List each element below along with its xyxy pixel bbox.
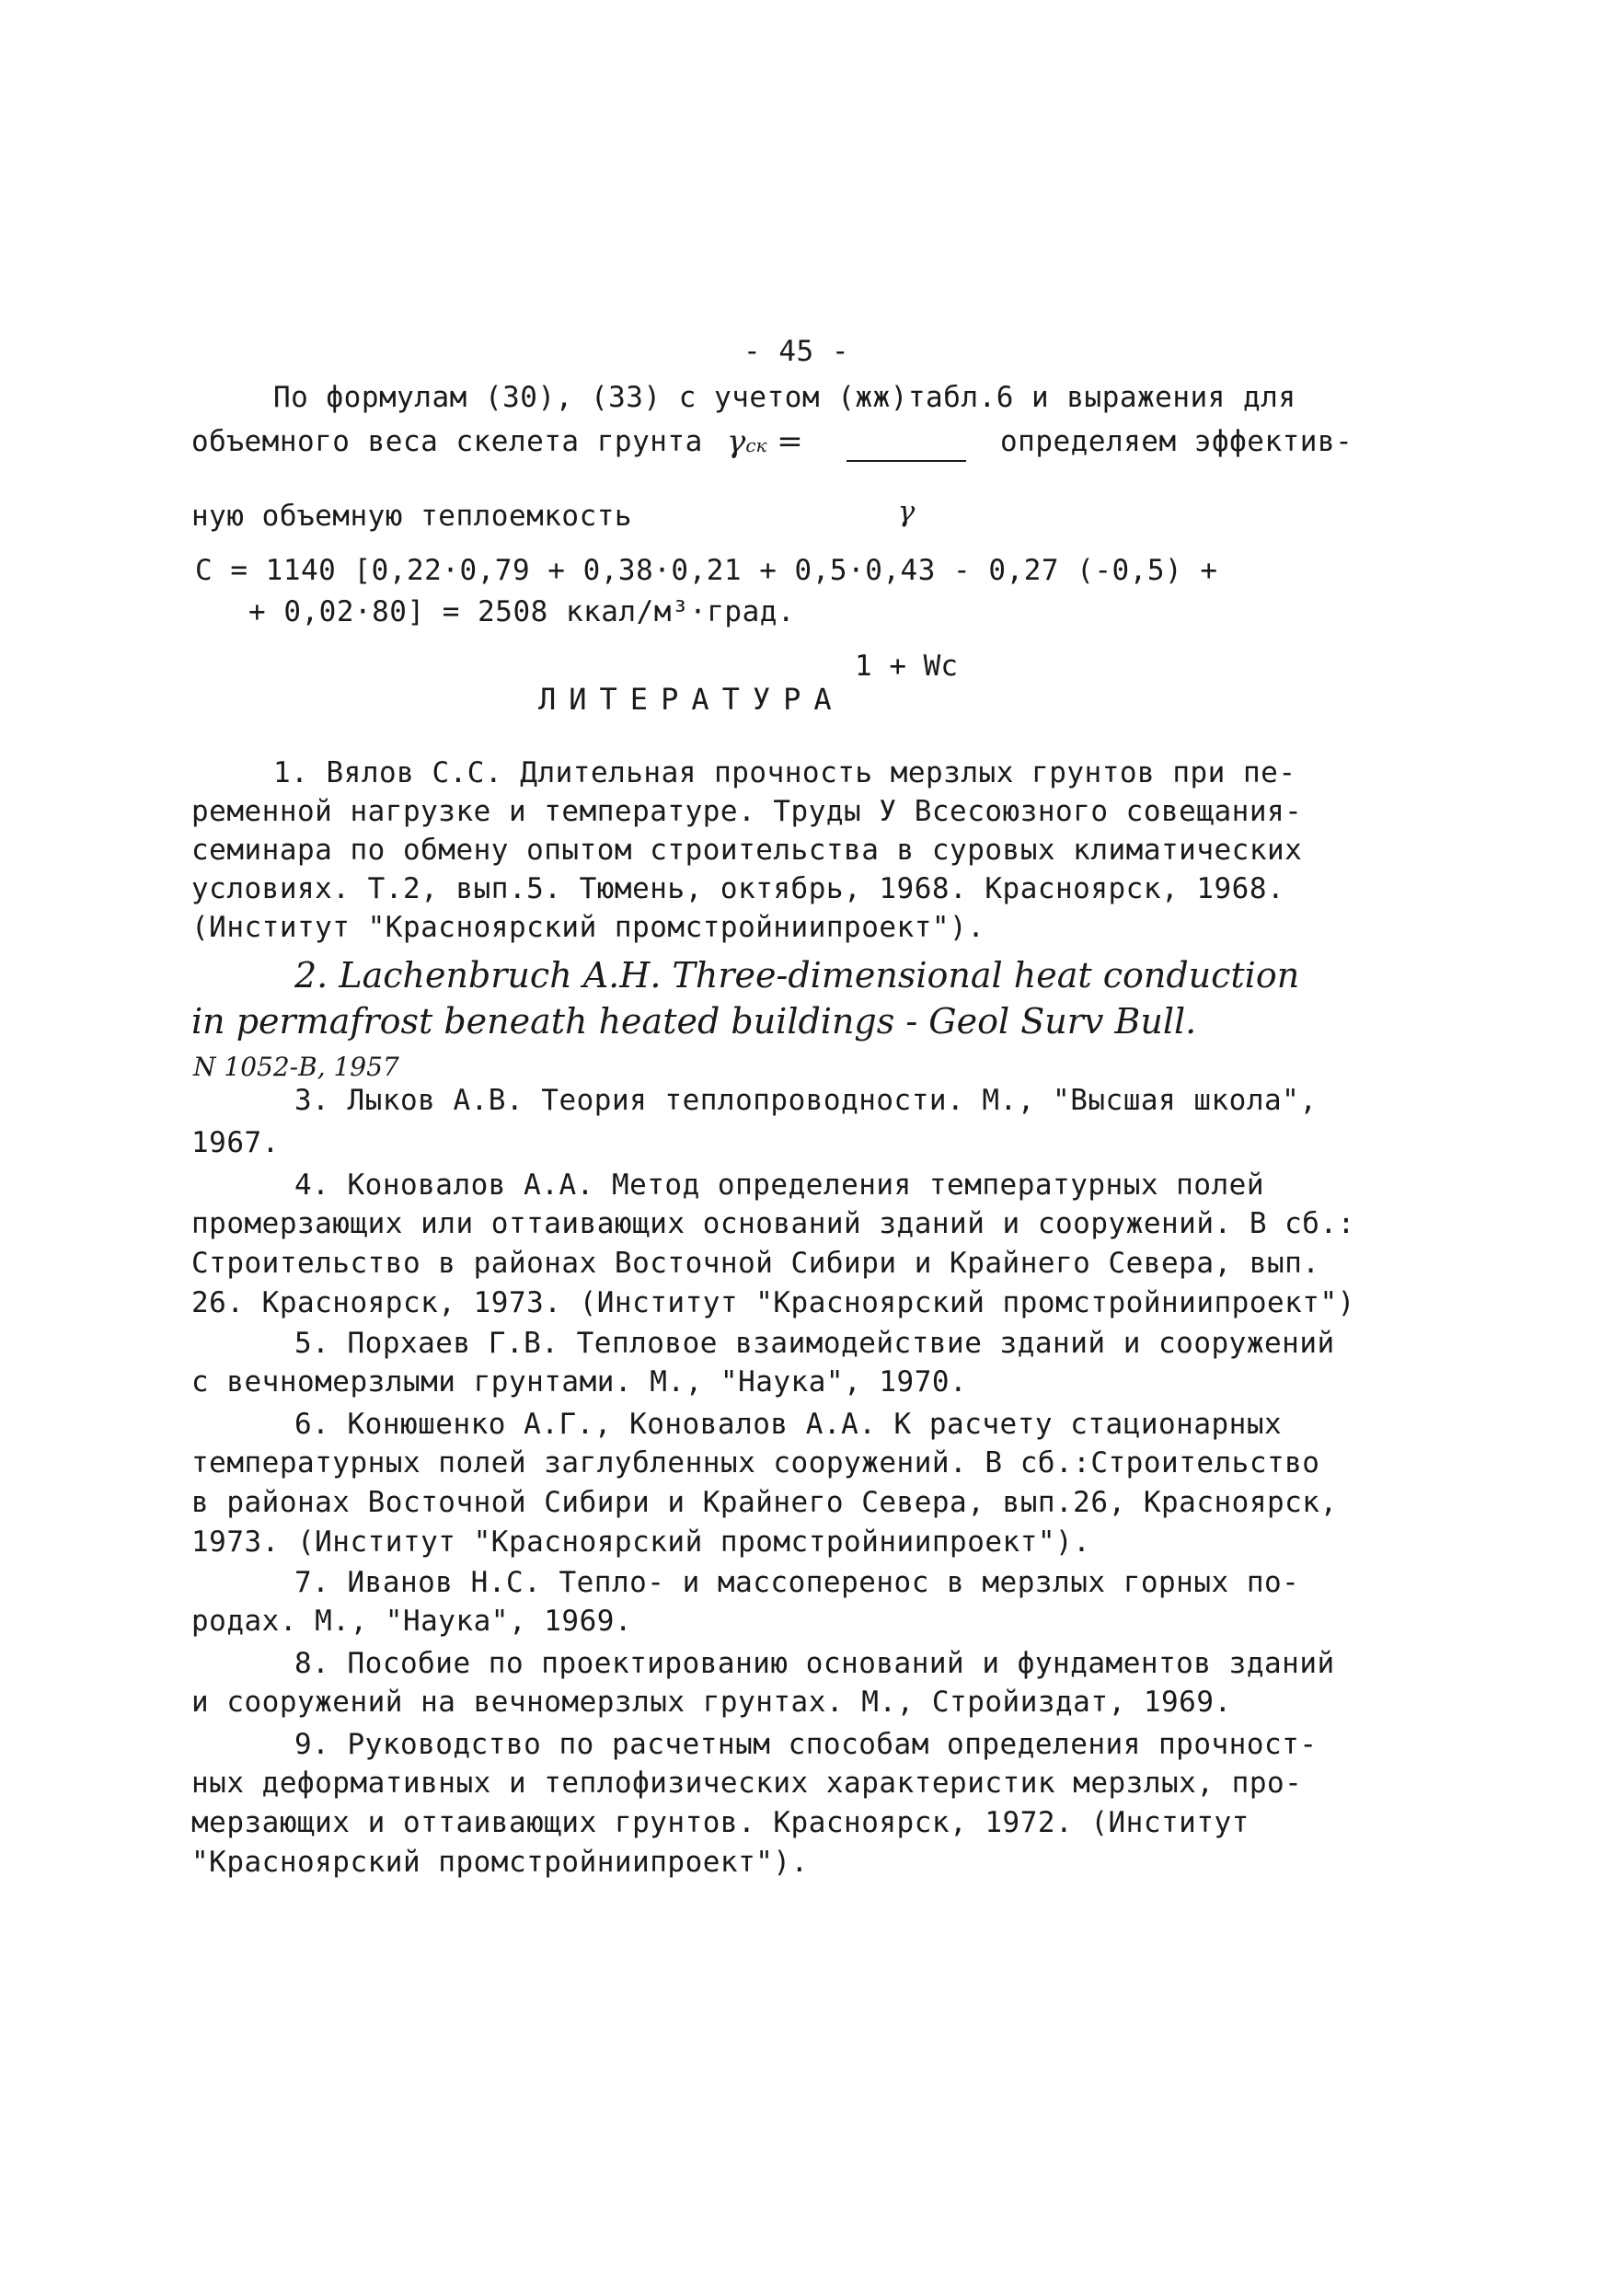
ref-9-line-3: мерзающих и оттаивающих грунтов. Красноярск, 1972. (Институт — [191, 1806, 1250, 1839]
ref-4-line-3: Строительство в районах Восточной Сибири и Крайнего Севера, вып. — [191, 1247, 1320, 1280]
ref-5-line-2: с вечномерзлыми грунтами. М., "Наука", 1970. — [191, 1365, 968, 1399]
formula-line-2: + 0,02·80] = 2508 ккал/м³·град. — [248, 595, 796, 628]
ref-6-line-1: 6. Конюшенко А.Г., Коновалов А.А. К расчету стационарных — [294, 1408, 1283, 1441]
intro-line-2-right: определяем эффектив- — [1000, 425, 1353, 458]
ref-1-line-4: условиях. Т.2, вып.5. Тюмень, октябрь, 1968. Красноярск, 1968. — [191, 872, 1285, 905]
ref-8-line-2: и сооружений на вечномерзлых грунтах. М., Стройиздат, 1969. — [191, 1686, 1232, 1719]
page-number: - 45 - — [743, 335, 849, 368]
ref-6-line-3: в районах Восточной Сибири и Крайнего Севера, вып.26, Красноярск, — [191, 1486, 1338, 1519]
gamma-symbol: γ — [727, 423, 746, 460]
intro-line-3: ную объемную теплоемкость — [191, 500, 633, 533]
ref-6-line-4: 1973. (Институт "Красноярский промстройниипроект"). — [191, 1525, 1091, 1559]
intro-line-1: По формулам (30), (33) с учетом (жж)табл.6 и выражения для — [273, 381, 1296, 414]
ref-8-line-1: 8. Пособие по проектированию оснований и фундаментов зданий — [294, 1647, 1335, 1680]
ref-2-line-1: 2. Lachenbruch A.H. Three-dimensional heat conduction — [294, 955, 1300, 996]
ref-7-line-2: родах. М., "Наука", 1969. — [191, 1605, 633, 1638]
ref-1-line-2: ременной нагрузке и температуре. Труды У Всесоюзного совещания- — [191, 795, 1303, 828]
ref-2-line-3: N 1052-B, 1957 — [193, 1052, 399, 1082]
ref-7-line-1: 7. Иванов Н.С. Тепло- и массоперенос в мерзлых горных по- — [294, 1566, 1300, 1599]
ref-1-line-3: семинара по обмену опытом строительства в суровых климатических — [191, 834, 1303, 867]
ref-3-line-2: 1967. — [191, 1126, 280, 1159]
ref-4-line-2: промерзающих или оттаивающих оснований зданий и сооружений. В сб.: — [191, 1207, 1355, 1240]
gamma-subscript: ск — [745, 434, 767, 456]
ref-2-line-2: in permafrost beneath heated buildings - Geol Surv Bull. — [191, 1001, 1197, 1042]
fraction-numerator: γ — [897, 495, 916, 528]
ref-6-line-2: температурных полей заглубленных сооружений. В сб.:Строительство — [191, 1446, 1320, 1479]
fraction-denominator: 1 + Wc — [855, 650, 958, 683]
ref-3-line-1: 3. Лыков А.В. Теория теплопроводности. М., "Высшая школа", — [294, 1084, 1318, 1117]
ref-1-line-5: (Институт "Красноярский промстройниипроект"). — [191, 911, 985, 944]
ref-1-line-1: 1. Вялов С.С. Длительная прочность мерзлых грунтов при пе- — [273, 756, 1296, 789]
fraction-bar — [847, 460, 966, 462]
ref-4-line-1: 4. Коновалов А.А. Метод определения температурных полей — [294, 1169, 1264, 1202]
equals-sign: = — [777, 423, 803, 460]
gamma-sk-symbol — [727, 423, 803, 464]
ref-9-line-2: ных деформативных и теплофизических характеристик мерзлых, про- — [191, 1767, 1303, 1800]
ref-9-line-1: 9. Руководство по расчетным способам определения прочност- — [294, 1728, 1318, 1761]
ref-5-line-1: 5. Порхаев Г.В. Тепловое взаимодействие зданий и сооружений — [294, 1327, 1335, 1360]
references-heading: ЛИТЕРАТУРА — [538, 682, 845, 717]
ref-9-line-4: "Красноярский промстройниипроект"). — [191, 1846, 809, 1879]
intro-line-2-left: объемного веса скелета грунта — [191, 425, 703, 458]
gamma-fraction — [847, 420, 966, 758]
formula-line-1: C = 1140 [0,22·0,79 + 0,38·0,21 + 0,5·0,43 - 0,27 (-0,5) + — [195, 554, 1218, 587]
ref-4-line-4: 26. Красноярск, 1973. (Институт "Красноярский промстройниипроект") — [191, 1286, 1355, 1319]
